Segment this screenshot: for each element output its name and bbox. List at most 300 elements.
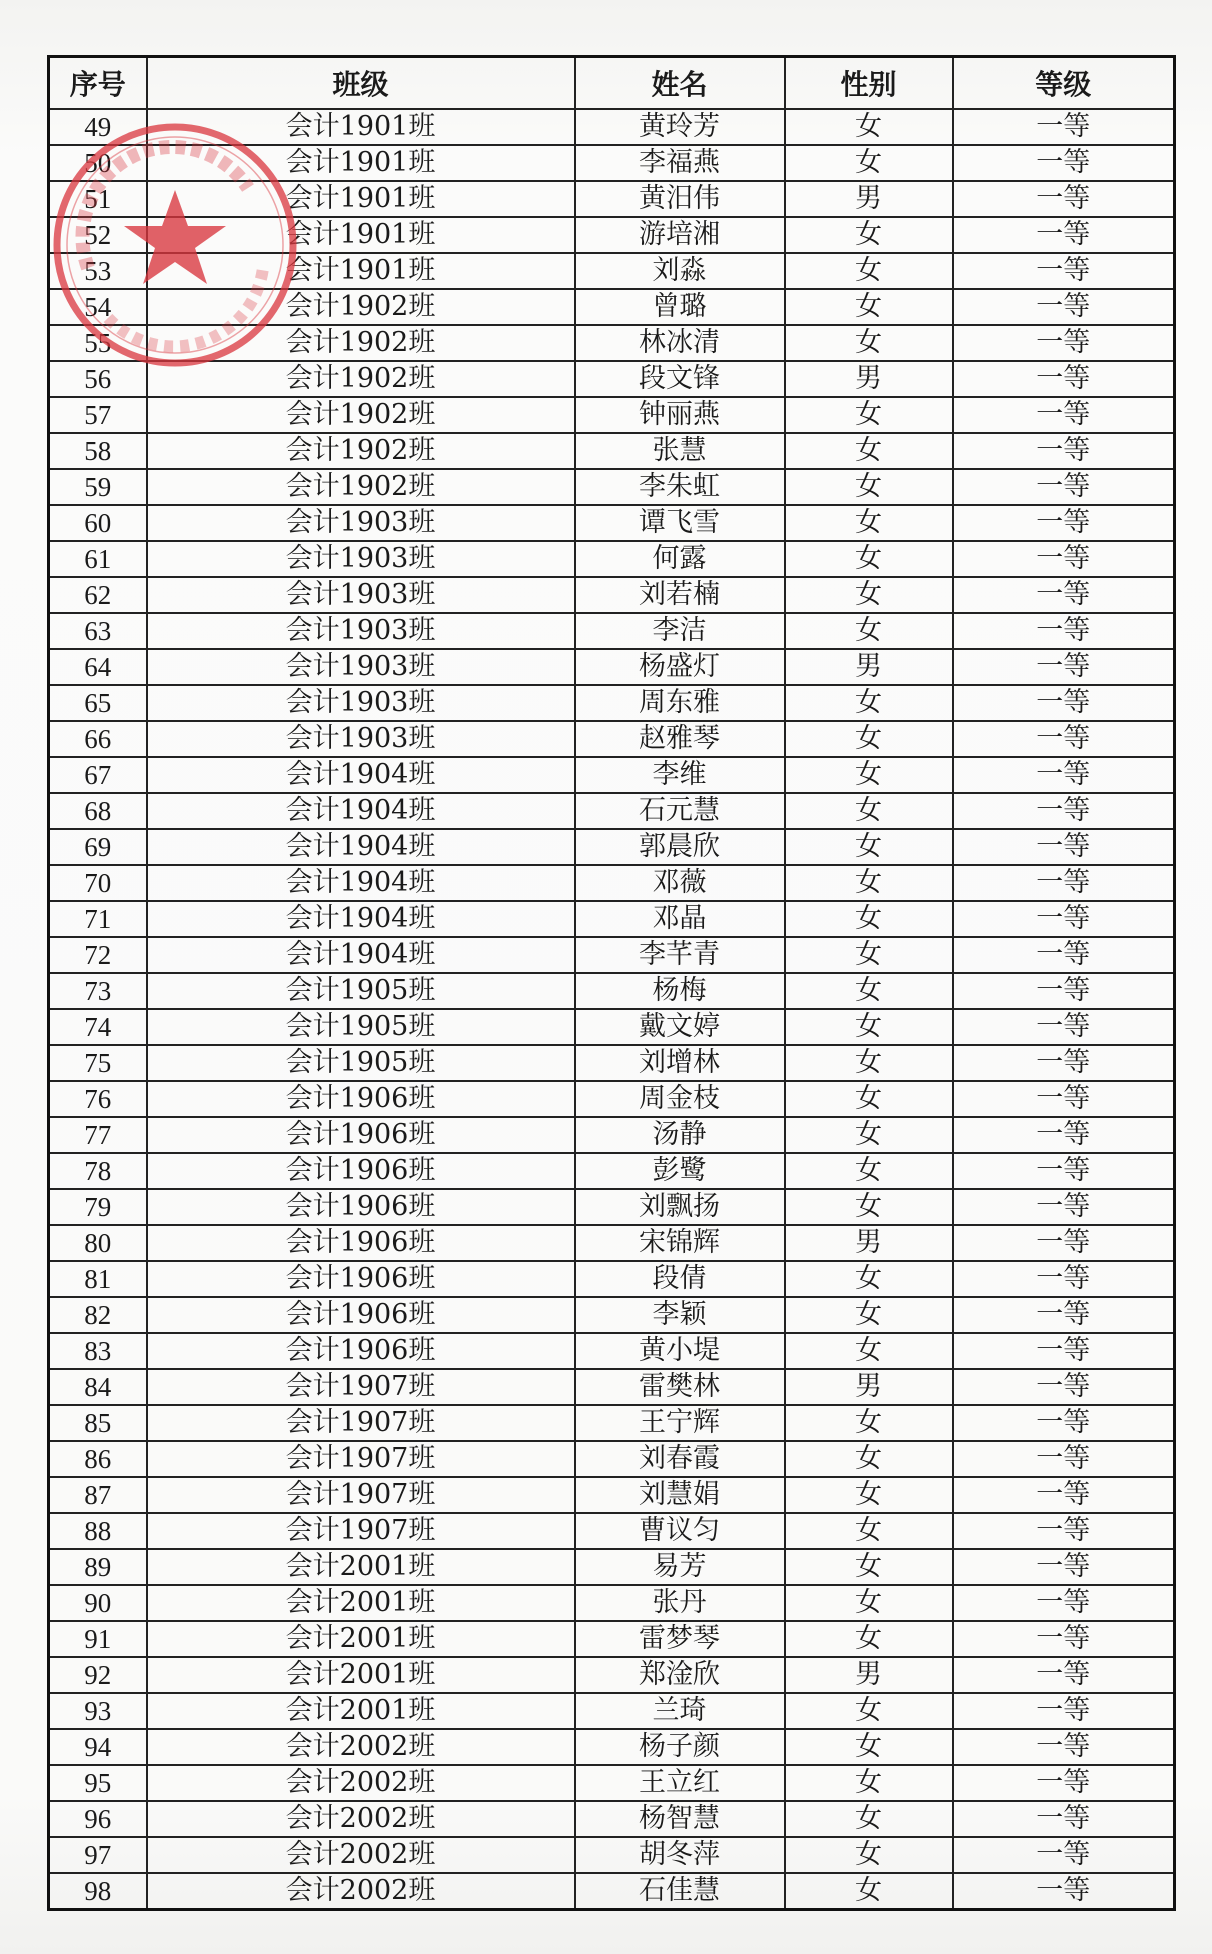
- cell-name: 汤静: [575, 1117, 785, 1153]
- cell-index: 58: [49, 433, 147, 469]
- cell-class: 会计2001班: [147, 1585, 575, 1621]
- cell-class: 会计1901班: [147, 145, 575, 181]
- cell-index: 89: [49, 1549, 147, 1585]
- cell-grade: 一等: [953, 1693, 1175, 1729]
- header-index: 序号: [49, 57, 147, 110]
- cell-name: 游培湘: [575, 217, 785, 253]
- cell-gender: 女: [785, 613, 953, 649]
- cell-gender: 女: [785, 109, 953, 145]
- cell-name: 谭飞雪: [575, 505, 785, 541]
- header-name: 姓名: [575, 57, 785, 110]
- cell-class: 会计1906班: [147, 1261, 575, 1297]
- cell-class: 会计1903班: [147, 685, 575, 721]
- table-row: [49, 145, 1175, 181]
- cell-name: 刘若楠: [575, 577, 785, 613]
- cell-gender: 女: [785, 1333, 953, 1369]
- cell-gender: 女: [785, 1621, 953, 1657]
- table-row: [49, 649, 1175, 685]
- cell-class: 会计1903班: [147, 721, 575, 757]
- cell-class: 会计1902班: [147, 433, 575, 469]
- cell-class: 会计1903班: [147, 649, 575, 685]
- cell-class: 会计1905班: [147, 973, 575, 1009]
- cell-class: 会计1901班: [147, 181, 575, 217]
- cell-grade: 一等: [953, 1225, 1175, 1261]
- cell-index: 64: [49, 649, 147, 685]
- cell-index: 82: [49, 1297, 147, 1333]
- cell-class: 会计1905班: [147, 1045, 575, 1081]
- cell-name: 黄汨伟: [575, 181, 785, 217]
- cell-grade: 一等: [953, 1477, 1175, 1513]
- table-row: [49, 865, 1175, 901]
- cell-gender: 女: [785, 253, 953, 289]
- table-row: [49, 793, 1175, 829]
- cell-gender: 女: [785, 1765, 953, 1801]
- cell-name: 何露: [575, 541, 785, 577]
- cell-class: 会计1902班: [147, 289, 575, 325]
- cell-gender: 女: [785, 721, 953, 757]
- cell-gender: 男: [785, 649, 953, 685]
- cell-name: 张慧: [575, 433, 785, 469]
- cell-grade: 一等: [953, 1837, 1175, 1873]
- cell-class: 会计1906班: [147, 1333, 575, 1369]
- cell-grade: 一等: [953, 577, 1175, 613]
- header-gender: 性别: [785, 57, 953, 110]
- cell-index: 50: [49, 145, 147, 181]
- cell-gender: 女: [785, 289, 953, 325]
- cell-grade: 一等: [953, 937, 1175, 973]
- cell-grade: 一等: [953, 109, 1175, 145]
- cell-index: 83: [49, 1333, 147, 1369]
- cell-class: 会计1906班: [147, 1117, 575, 1153]
- cell-gender: 女: [785, 1009, 953, 1045]
- table-row: [49, 1045, 1175, 1081]
- cell-index: 57: [49, 397, 147, 433]
- cell-class: 会计1907班: [147, 1441, 575, 1477]
- cell-class: 会计1907班: [147, 1405, 575, 1441]
- cell-name: 黄小堤: [575, 1333, 785, 1369]
- cell-grade: 一等: [953, 613, 1175, 649]
- cell-gender: 女: [785, 217, 953, 253]
- cell-name: 钟丽燕: [575, 397, 785, 433]
- cell-grade: 一等: [953, 901, 1175, 937]
- cell-index: 62: [49, 577, 147, 613]
- cell-class: 会计1904班: [147, 829, 575, 865]
- cell-grade: 一等: [953, 433, 1175, 469]
- cell-grade: 一等: [953, 469, 1175, 505]
- cell-gender: 男: [785, 181, 953, 217]
- cell-class: 会计1903班: [147, 577, 575, 613]
- cell-index: 75: [49, 1045, 147, 1081]
- cell-gender: 女: [785, 1441, 953, 1477]
- cell-grade: 一等: [953, 145, 1175, 181]
- cell-class: 会计2002班: [147, 1801, 575, 1837]
- cell-index: 59: [49, 469, 147, 505]
- cell-gender: 女: [785, 469, 953, 505]
- cell-class: 会计1901班: [147, 109, 575, 145]
- table-row: [49, 253, 1175, 289]
- cell-index: 67: [49, 757, 147, 793]
- cell-gender: 女: [785, 1261, 953, 1297]
- table-row: [49, 1225, 1175, 1261]
- cell-index: 91: [49, 1621, 147, 1657]
- cell-name: 刘增林: [575, 1045, 785, 1081]
- cell-gender: 女: [785, 685, 953, 721]
- table-row: [49, 1081, 1175, 1117]
- cell-grade: 一等: [953, 757, 1175, 793]
- cell-gender: 女: [785, 1081, 953, 1117]
- cell-grade: 一等: [953, 1189, 1175, 1225]
- cell-class: 会计1907班: [147, 1369, 575, 1405]
- cell-grade: 一等: [953, 649, 1175, 685]
- cell-gender: 男: [785, 1369, 953, 1405]
- cell-index: 80: [49, 1225, 147, 1261]
- cell-index: 61: [49, 541, 147, 577]
- cell-index: 54: [49, 289, 147, 325]
- table-row: [49, 757, 1175, 793]
- cell-grade: 一等: [953, 1009, 1175, 1045]
- cell-grade: 一等: [953, 1405, 1175, 1441]
- cell-index: 90: [49, 1585, 147, 1621]
- cell-grade: 一等: [953, 541, 1175, 577]
- table-row: [49, 397, 1175, 433]
- table-row: [49, 1657, 1175, 1693]
- table-row: [49, 901, 1175, 937]
- cell-grade: 一等: [953, 1549, 1175, 1585]
- table-row: [49, 973, 1175, 1009]
- cell-index: 52: [49, 217, 147, 253]
- cell-grade: 一等: [953, 505, 1175, 541]
- cell-grade: 一等: [953, 1333, 1175, 1369]
- cell-class: 会计2001班: [147, 1549, 575, 1585]
- table-row: [49, 1297, 1175, 1333]
- cell-index: 93: [49, 1693, 147, 1729]
- cell-grade: 一等: [953, 181, 1175, 217]
- cell-class: 会计1904班: [147, 937, 575, 973]
- cell-gender: 女: [785, 1801, 953, 1837]
- cell-name: 刘淼: [575, 253, 785, 289]
- cell-name: 李芊青: [575, 937, 785, 973]
- table-row: [49, 505, 1175, 541]
- cell-index: 78: [49, 1153, 147, 1189]
- cell-grade: 一等: [953, 865, 1175, 901]
- table-row: [49, 1513, 1175, 1549]
- cell-name: 王宁辉: [575, 1405, 785, 1441]
- cell-name: 林冰清: [575, 325, 785, 361]
- cell-gender: 女: [785, 937, 953, 973]
- cell-gender: 女: [785, 865, 953, 901]
- cell-class: 会计1901班: [147, 217, 575, 253]
- cell-index: 88: [49, 1513, 147, 1549]
- cell-gender: 女: [785, 397, 953, 433]
- header-grade: 等级: [953, 57, 1175, 110]
- cell-index: 96: [49, 1801, 147, 1837]
- cell-gender: 女: [785, 505, 953, 541]
- table-row: [49, 685, 1175, 721]
- cell-gender: 女: [785, 1117, 953, 1153]
- cell-grade: 一等: [953, 361, 1175, 397]
- cell-grade: 一等: [953, 721, 1175, 757]
- cell-class: 会计1903班: [147, 613, 575, 649]
- cell-grade: 一等: [953, 1297, 1175, 1333]
- cell-name: 周金枝: [575, 1081, 785, 1117]
- cell-index: 86: [49, 1441, 147, 1477]
- cell-class: 会计1904班: [147, 757, 575, 793]
- cell-gender: 女: [785, 1513, 953, 1549]
- cell-grade: 一等: [953, 973, 1175, 1009]
- cell-grade: 一等: [953, 1621, 1175, 1657]
- cell-grade: 一等: [953, 397, 1175, 433]
- cell-grade: 一等: [953, 793, 1175, 829]
- cell-index: 65: [49, 685, 147, 721]
- table-row: [49, 1405, 1175, 1441]
- cell-grade: 一等: [953, 1441, 1175, 1477]
- cell-class: 会计1902班: [147, 325, 575, 361]
- cell-grade: 一等: [953, 1153, 1175, 1189]
- cell-index: 66: [49, 721, 147, 757]
- table-row: [49, 721, 1175, 757]
- cell-name: 王立红: [575, 1765, 785, 1801]
- cell-gender: 女: [785, 1297, 953, 1333]
- cell-class: 会计2001班: [147, 1621, 575, 1657]
- cell-class: 会计2002班: [147, 1837, 575, 1873]
- cell-gender: 女: [785, 1549, 953, 1585]
- cell-name: 刘春霞: [575, 1441, 785, 1477]
- cell-index: 56: [49, 361, 147, 397]
- table-row: [49, 1729, 1175, 1765]
- cell-class: 会计1903班: [147, 505, 575, 541]
- cell-gender: 女: [785, 901, 953, 937]
- cell-class: 会计1904班: [147, 901, 575, 937]
- cell-gender: 女: [785, 1837, 953, 1873]
- cell-grade: 一等: [953, 1369, 1175, 1405]
- cell-grade: 一等: [953, 685, 1175, 721]
- cell-grade: 一等: [953, 1765, 1175, 1801]
- cell-gender: 女: [785, 1729, 953, 1765]
- cell-name: 彭鹭: [575, 1153, 785, 1189]
- cell-index: 98: [49, 1873, 147, 1910]
- cell-index: 71: [49, 901, 147, 937]
- table-row: [49, 1369, 1175, 1405]
- cell-grade: 一等: [953, 1513, 1175, 1549]
- table-row: [49, 1801, 1175, 1837]
- cell-grade: 一等: [953, 1081, 1175, 1117]
- cell-name: 郑淦欣: [575, 1657, 785, 1693]
- cell-index: 97: [49, 1837, 147, 1873]
- table-row: [49, 1441, 1175, 1477]
- cell-class: 会计2002班: [147, 1765, 575, 1801]
- cell-index: 55: [49, 325, 147, 361]
- table-row: [49, 181, 1175, 217]
- cell-name: 赵雅琴: [575, 721, 785, 757]
- cell-name: 杨子颜: [575, 1729, 785, 1765]
- cell-name: 雷梦琴: [575, 1621, 785, 1657]
- cell-name: 易芳: [575, 1549, 785, 1585]
- cell-class: 会计1906班: [147, 1081, 575, 1117]
- cell-name: 曾璐: [575, 289, 785, 325]
- cell-name: 黄玲芳: [575, 109, 785, 145]
- cell-gender: 女: [785, 1045, 953, 1081]
- cell-gender: 女: [785, 793, 953, 829]
- cell-index: 95: [49, 1765, 147, 1801]
- table-row: [49, 1585, 1175, 1621]
- header-row: [49, 57, 1175, 110]
- cell-index: 84: [49, 1369, 147, 1405]
- cell-name: 周东雅: [575, 685, 785, 721]
- cell-class: 会计1906班: [147, 1189, 575, 1225]
- cell-name: 杨盛灯: [575, 649, 785, 685]
- cell-index: 94: [49, 1729, 147, 1765]
- cell-name: 张丹: [575, 1585, 785, 1621]
- cell-index: 72: [49, 937, 147, 973]
- cell-gender: 女: [785, 325, 953, 361]
- cell-index: 49: [49, 109, 147, 145]
- cell-name: 李颖: [575, 1297, 785, 1333]
- cell-name: 段文锋: [575, 361, 785, 397]
- cell-class: 会计2001班: [147, 1693, 575, 1729]
- cell-name: 杨智慧: [575, 1801, 785, 1837]
- cell-grade: 一等: [953, 325, 1175, 361]
- cell-index: 53: [49, 253, 147, 289]
- cell-name: 石佳慧: [575, 1873, 785, 1910]
- table-row: [49, 289, 1175, 325]
- cell-class: 会计1905班: [147, 1009, 575, 1045]
- cell-gender: 男: [785, 361, 953, 397]
- table-row: [49, 1837, 1175, 1873]
- cell-class: 会计2002班: [147, 1729, 575, 1765]
- cell-grade: 一等: [953, 1045, 1175, 1081]
- cell-gender: 女: [785, 1477, 953, 1513]
- cell-class: 会计1907班: [147, 1513, 575, 1549]
- table-row: [49, 541, 1175, 577]
- cell-name: 戴文婷: [575, 1009, 785, 1045]
- cell-class: 会计1901班: [147, 253, 575, 289]
- cell-class: 会计2001班: [147, 1657, 575, 1693]
- cell-gender: 女: [785, 577, 953, 613]
- cell-class: 会计1907班: [147, 1477, 575, 1513]
- cell-name: 郭晨欣: [575, 829, 785, 865]
- cell-class: 会计1904班: [147, 865, 575, 901]
- cell-gender: 男: [785, 1657, 953, 1693]
- cell-gender: 女: [785, 433, 953, 469]
- cell-name: 邓晶: [575, 901, 785, 937]
- cell-class: 会计1902班: [147, 361, 575, 397]
- cell-index: 51: [49, 181, 147, 217]
- cell-index: 74: [49, 1009, 147, 1045]
- cell-class: 会计2002班: [147, 1873, 575, 1910]
- cell-gender: 女: [785, 1873, 953, 1910]
- cell-index: 60: [49, 505, 147, 541]
- cell-name: 李维: [575, 757, 785, 793]
- cell-class: 会计1904班: [147, 793, 575, 829]
- cell-index: 68: [49, 793, 147, 829]
- cell-index: 81: [49, 1261, 147, 1297]
- cell-index: 77: [49, 1117, 147, 1153]
- cell-grade: 一等: [953, 1585, 1175, 1621]
- table-row: [49, 1261, 1175, 1297]
- cell-grade: 一等: [953, 1657, 1175, 1693]
- cell-index: 69: [49, 829, 147, 865]
- table-row: [49, 1693, 1175, 1729]
- table-row: [49, 469, 1175, 505]
- cell-index: 92: [49, 1657, 147, 1693]
- table-row: [49, 1009, 1175, 1045]
- cell-name: 李洁: [575, 613, 785, 649]
- cell-index: 63: [49, 613, 147, 649]
- cell-class: 会计1906班: [147, 1225, 575, 1261]
- table-row: [49, 1621, 1175, 1657]
- cell-class: 会计1906班: [147, 1297, 575, 1333]
- table-row: [49, 1765, 1175, 1801]
- cell-gender: 女: [785, 1693, 953, 1729]
- cell-class: 会计1903班: [147, 541, 575, 577]
- cell-index: 87: [49, 1477, 147, 1513]
- cell-gender: 女: [785, 541, 953, 577]
- cell-name: 曹议匀: [575, 1513, 785, 1549]
- cell-name: 宋锦辉: [575, 1225, 785, 1261]
- cell-name: 雷樊林: [575, 1369, 785, 1405]
- award-roster-table: [47, 55, 1176, 1911]
- cell-grade: 一等: [953, 1117, 1175, 1153]
- cell-index: 70: [49, 865, 147, 901]
- cell-gender: 女: [785, 757, 953, 793]
- table-row: [49, 1549, 1175, 1585]
- table-row: [49, 1189, 1175, 1225]
- cell-name: 段倩: [575, 1261, 785, 1297]
- table-row: [49, 1153, 1175, 1189]
- cell-gender: 女: [785, 829, 953, 865]
- cell-index: 73: [49, 973, 147, 1009]
- table-row: [49, 1333, 1175, 1369]
- cell-name: 杨梅: [575, 973, 785, 1009]
- cell-grade: 一等: [953, 1873, 1175, 1910]
- table-row: [49, 109, 1175, 145]
- cell-index: 85: [49, 1405, 147, 1441]
- table-row: [49, 217, 1175, 253]
- table-row: [49, 1117, 1175, 1153]
- cell-gender: 女: [785, 973, 953, 1009]
- cell-index: 76: [49, 1081, 147, 1117]
- table-row: [49, 829, 1175, 865]
- cell-gender: 女: [785, 145, 953, 181]
- cell-grade: 一等: [953, 289, 1175, 325]
- cell-gender: 女: [785, 1153, 953, 1189]
- cell-name: 刘慧娟: [575, 1477, 785, 1513]
- table-row: [49, 613, 1175, 649]
- cell-name: 李朱虹: [575, 469, 785, 505]
- table-row: [49, 433, 1175, 469]
- cell-grade: 一等: [953, 253, 1175, 289]
- roster-body: [49, 109, 1175, 1910]
- table-row: [49, 937, 1175, 973]
- cell-grade: 一等: [953, 829, 1175, 865]
- cell-class: 会计1906班: [147, 1153, 575, 1189]
- cell-name: 李福燕: [575, 145, 785, 181]
- table-row: [49, 1873, 1175, 1910]
- header-class: 班级: [147, 57, 575, 110]
- cell-name: 兰琦: [575, 1693, 785, 1729]
- cell-class: 会计1902班: [147, 469, 575, 505]
- cell-name: 石元慧: [575, 793, 785, 829]
- cell-gender: 男: [785, 1225, 953, 1261]
- cell-index: 79: [49, 1189, 147, 1225]
- table-row: [49, 361, 1175, 397]
- cell-gender: 女: [785, 1585, 953, 1621]
- cell-name: 胡冬萍: [575, 1837, 785, 1873]
- cell-gender: 女: [785, 1189, 953, 1225]
- cell-class: 会计1902班: [147, 397, 575, 433]
- table-row: [49, 1477, 1175, 1513]
- cell-name: 刘飘扬: [575, 1189, 785, 1225]
